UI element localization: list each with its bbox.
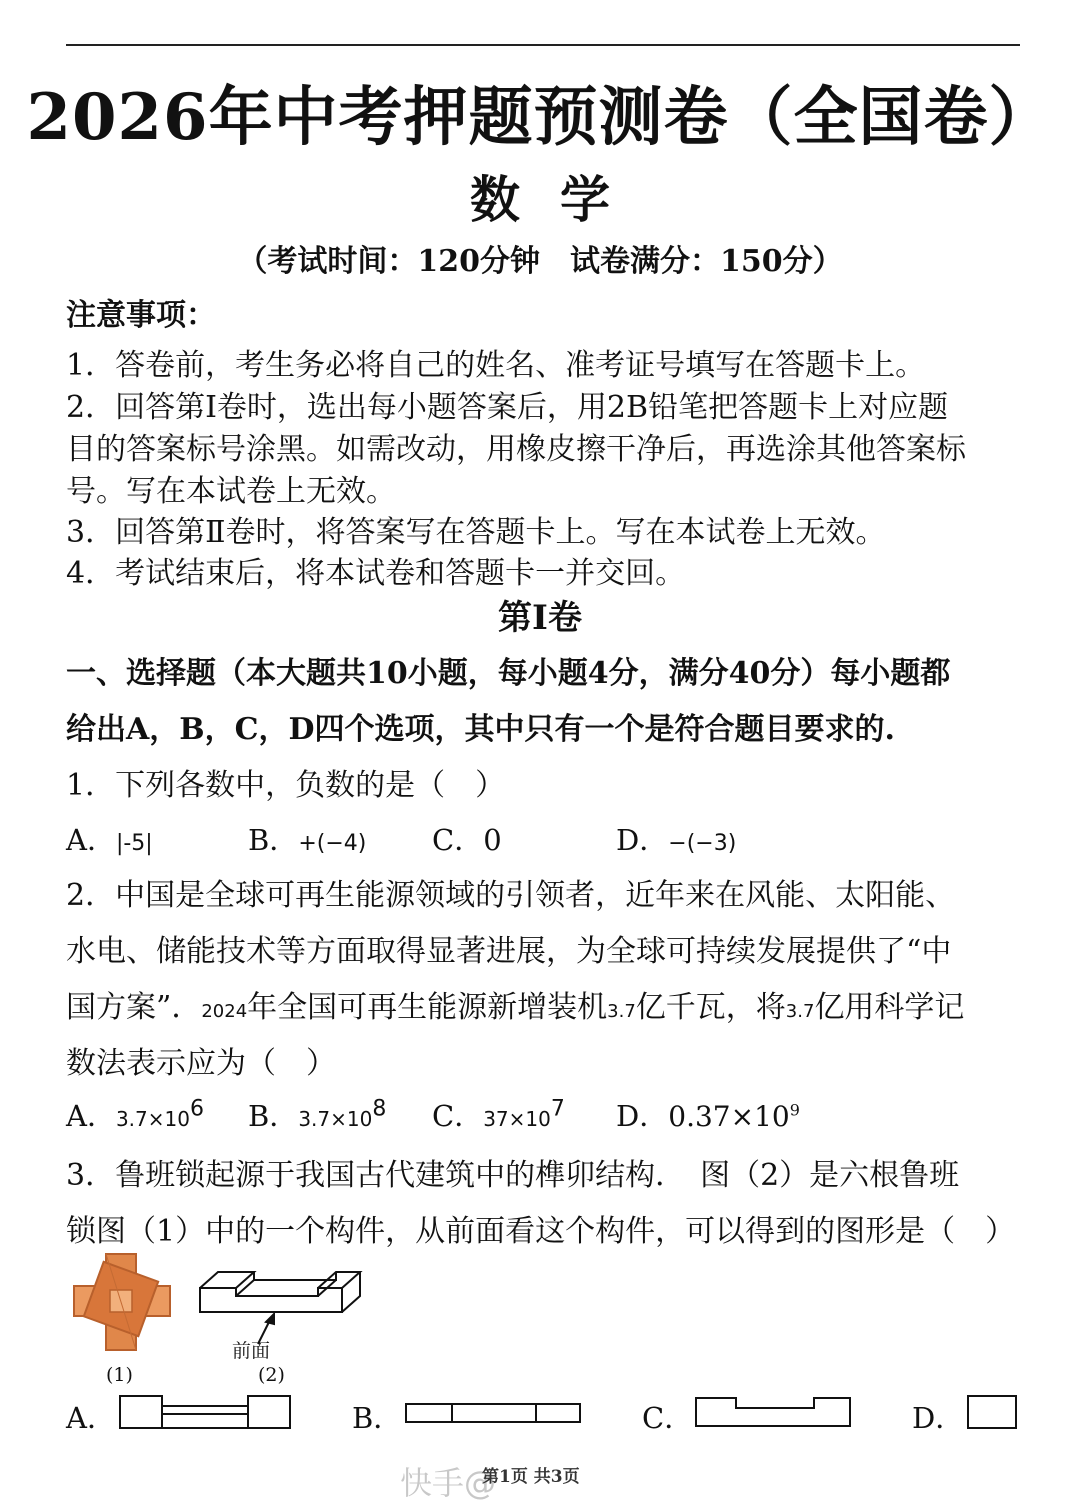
q2-option-a[interactable] bbox=[66, 1094, 204, 1135]
q2-text: 亿千瓦，将 bbox=[635, 990, 786, 1025]
option-label: D． bbox=[616, 823, 669, 857]
q3-option-d-shape[interactable] bbox=[966, 1394, 1020, 1432]
q3-option-d-label[interactable]: D． bbox=[912, 1401, 965, 1435]
option-exponent: 7 bbox=[550, 1096, 565, 1122]
subject-title: 数学 bbox=[470, 170, 650, 229]
watermark: 快手@ bbox=[400, 1464, 497, 1502]
figure-2-label: (2) bbox=[258, 1364, 285, 1386]
exam-info: （考试时间：120分钟 试卷满分：150分） bbox=[237, 244, 843, 279]
q2-text: 亿用科学记 bbox=[814, 990, 965, 1025]
figure-1-label: (1) bbox=[106, 1364, 133, 1386]
q3-option-a-shape[interactable] bbox=[118, 1394, 294, 1432]
notice-line: 1．答卷前，考生务必将自己的姓名、准考证号填写在答题卡上。 bbox=[66, 348, 926, 383]
option-value: +(−4) bbox=[298, 831, 367, 856]
option-value: 0.37×10 bbox=[668, 1100, 790, 1133]
q3-option-c-shape[interactable] bbox=[694, 1394, 856, 1430]
notice-line: 4．考试结束后，将本试卷和答题卡一并交回。 bbox=[66, 556, 686, 591]
q2-text: 国方案”． bbox=[66, 990, 202, 1025]
option-label: A． bbox=[66, 1099, 116, 1133]
q3-line: 3．鲁班锁起源于我国古代建筑中的榫卯结构． 图（2）是六根鲁班 bbox=[66, 1158, 960, 1193]
option-label: B． bbox=[248, 823, 299, 857]
option-value: |-5| bbox=[115, 831, 153, 856]
q2-year: 2024 bbox=[201, 1001, 248, 1022]
option-exponent: 6 bbox=[189, 1096, 204, 1122]
q1-option-a[interactable] bbox=[66, 818, 153, 859]
q1-option-c[interactable] bbox=[432, 818, 502, 859]
notice-line: 号。写在本试卷上无效。 bbox=[66, 474, 396, 509]
q2-number: 3.7 bbox=[607, 1001, 636, 1022]
notice-line: 目的答案标号涂黑。如需改动，用橡皮擦干净后，再选涂其他答案标 bbox=[66, 432, 966, 467]
q3-option-b-label[interactable]: B． bbox=[352, 1401, 403, 1435]
option-label: D． bbox=[616, 1099, 669, 1133]
option-value: 3.7×10 bbox=[115, 1107, 190, 1131]
q2-text: 年全国可再生能源新增装机 bbox=[247, 990, 608, 1025]
exam-title: 2026年中考押题预测卷（全国卷） bbox=[26, 80, 1054, 155]
q2-option-d[interactable] bbox=[616, 1094, 800, 1135]
option-label: A． bbox=[66, 823, 116, 857]
q3-option-b-shape[interactable] bbox=[404, 1400, 584, 1426]
q2-number: 3.7 bbox=[785, 1001, 815, 1022]
q2-line bbox=[66, 982, 964, 1026]
q1-stem: 1．下列各数中，负数的是（ ） bbox=[66, 768, 506, 803]
notice-line: 2．回答第Ⅰ卷时，选出每小题答案后，用2B铅笔把答题卡上对应题 bbox=[66, 390, 949, 425]
notice-heading: 注意事项： bbox=[66, 298, 216, 333]
q2-option-c[interactable] bbox=[432, 1094, 565, 1135]
luban-lock-icon bbox=[74, 1254, 170, 1350]
section-heading-line2: 给出A，B，C，D四个选项，其中只有一个是符合题目要求的. bbox=[66, 712, 895, 747]
option-value: 3.7×10 bbox=[298, 1107, 373, 1131]
q2-line: 数法表示应为（ ） bbox=[66, 1046, 336, 1081]
notice-line: 3．回答第Ⅱ卷时，将答案写在答题卡上。写在本试卷上无效。 bbox=[66, 515, 886, 550]
q2-option-b[interactable] bbox=[248, 1094, 386, 1135]
q2-line: 2．中国是全球可再生能源领域的引领者，近年来在风能、太阳能、 bbox=[66, 878, 956, 913]
option-value: 37×10 bbox=[483, 1107, 551, 1131]
section-heading-line1: 一、选择题（本大题共10小题，每小题4分，满分40分）每小题都 bbox=[66, 656, 951, 691]
option-exponent: 9 bbox=[789, 1100, 800, 1120]
option-label: C． bbox=[432, 1099, 484, 1133]
q1-option-b[interactable] bbox=[248, 818, 366, 859]
option-label: C． bbox=[432, 823, 484, 857]
top-rule bbox=[66, 44, 1020, 46]
option-value: −(−3) bbox=[668, 831, 737, 856]
option-exponent: 8 bbox=[372, 1096, 387, 1122]
luban-lock-figure bbox=[70, 1250, 174, 1354]
q3-option-c-label[interactable]: C． bbox=[642, 1401, 694, 1435]
q1-option-d[interactable] bbox=[616, 818, 736, 859]
q2-line: 水电、储能技术等方面取得显著进展，为全球可持续发展提供了“中 bbox=[66, 934, 952, 969]
q3-line: 锁图（1）中的一个构件，从前面看这个构件，可以得到的图形是（ ） bbox=[66, 1214, 1016, 1249]
component-figure bbox=[196, 1262, 366, 1362]
q3-option-a-label[interactable]: A． bbox=[66, 1401, 116, 1435]
volume-title: 第Ⅰ卷 bbox=[498, 598, 582, 638]
option-value: 0 bbox=[483, 823, 502, 857]
page-footer: 第1页 共3页 bbox=[482, 1467, 580, 1487]
option-label: B． bbox=[248, 1099, 299, 1133]
front-view-label: 前面 bbox=[232, 1340, 271, 1362]
